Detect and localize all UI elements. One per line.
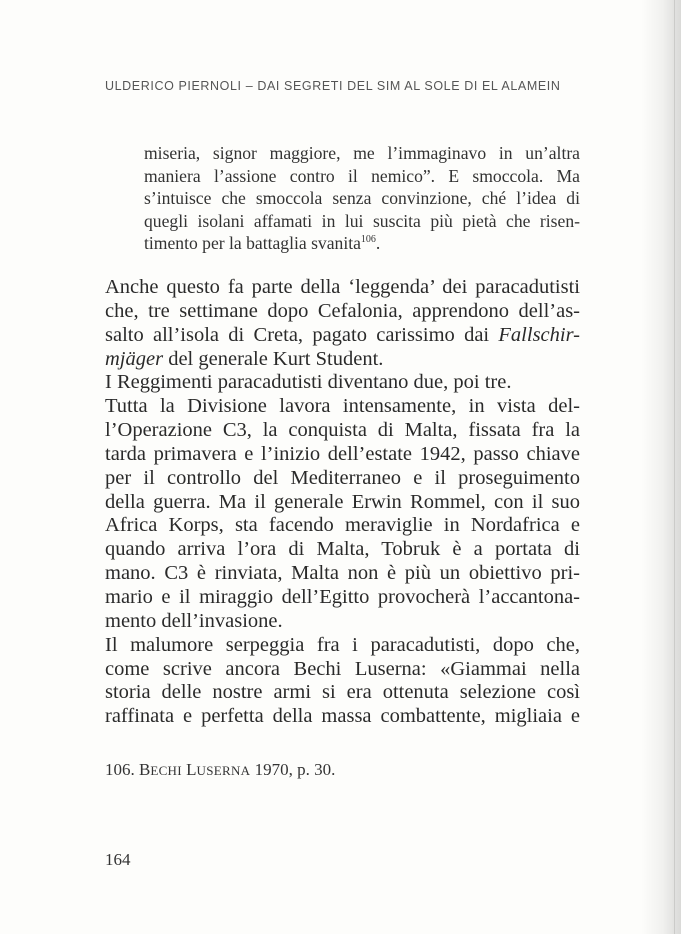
footnote-reference: 106 xyxy=(360,234,376,246)
body-line-text: salto all’isola di Creta, pagato carissimo dai xyxy=(105,323,499,346)
footnote-citation: 1970, p. 30. xyxy=(254,760,336,779)
body-line: che, tre settimane dopo Cefalonia, apprendono dell’as- xyxy=(105,299,580,322)
body-line: tarda primavera e l’inizio dell’estate 1942, passo chiave xyxy=(105,442,580,465)
body-line: per il controllo del Mediterraneo e il proseguimento xyxy=(105,466,580,489)
page-edge-shadow xyxy=(641,0,681,934)
body-line: storia delle nostre armi si era ottenuta selezione così xyxy=(105,681,580,704)
page-edge-line xyxy=(674,0,675,934)
quote-line: maniera l’assione contro il nemico”. E smoccola. Ma xyxy=(144,165,580,186)
body-line: Anche questo fa parte della ‘leggenda’ dei paracadutisti xyxy=(105,276,580,298)
author-smallcaps: USERNA xyxy=(196,763,251,778)
body-line xyxy=(105,324,580,348)
body-line: Tutta la Divisione lavora intensamente, in vista del- xyxy=(105,395,580,418)
page-number: 164 xyxy=(105,850,131,869)
body-line: Africa Korps, sta facendo meraviglie in Nordafrica e xyxy=(105,514,580,537)
body-line: della guerra. Ma il generale Erwin Rommel, con il suo xyxy=(105,490,580,513)
italic-term: mjäger xyxy=(105,347,164,370)
italic-term: Fallschir- xyxy=(498,323,580,346)
quote-line: miseria, signor maggiore, me l’immaginavo in un’altra xyxy=(144,143,580,163)
body-line: come scrive ancora Bechi Luserna: «Giammai nella xyxy=(105,657,580,680)
running-head: ULDERICO PIERNOLI – DAI SEGRETI DEL SIM AL SOLE DI EL ALAMEIN xyxy=(105,79,561,93)
quote-period: . xyxy=(375,233,381,254)
body-text xyxy=(105,276,580,729)
body-line: mano. C3 è rinviata, Malta non è più un obiettivo pri- xyxy=(105,562,580,585)
body-line: mento dell’invasione. xyxy=(105,609,283,632)
quote-line xyxy=(144,232,580,255)
body-line xyxy=(105,348,580,372)
body-line: mario e il miraggio dell’Egitto provocherà l’accantona- xyxy=(105,585,580,608)
author-smallcaps: ECHI xyxy=(150,763,182,778)
body-line: quando arriva l’ora di Malta, Tobruk è a portata di xyxy=(105,538,580,561)
quote-line: quegli isolani affamati in lui suscita più pietà che risen- xyxy=(144,210,580,231)
body-line: I Reggimenti paracadutisti diventano due, poi tre. xyxy=(105,371,512,394)
quote-line: s’intuisce che smoccola senza convinzione, ché l’idea di xyxy=(144,188,580,209)
body-line: raffinata e perfetta della massa combattente, migliaia e xyxy=(105,705,580,728)
body-line: l’Operazione C3, la conquista di Malta, fissata fra la xyxy=(105,419,580,442)
author-initial: L xyxy=(186,760,197,779)
quote-line-text: timento per la battaglia svanita xyxy=(144,233,361,254)
body-line: Il malumore serpeggia fra i paracadutisti, dopo che, xyxy=(105,633,580,656)
block-quote xyxy=(144,142,580,255)
author-initial: B xyxy=(139,760,151,779)
body-line-text: del generale Kurt Student. xyxy=(163,347,384,370)
footnote xyxy=(105,760,335,780)
footnote-number: 106. xyxy=(105,760,135,779)
